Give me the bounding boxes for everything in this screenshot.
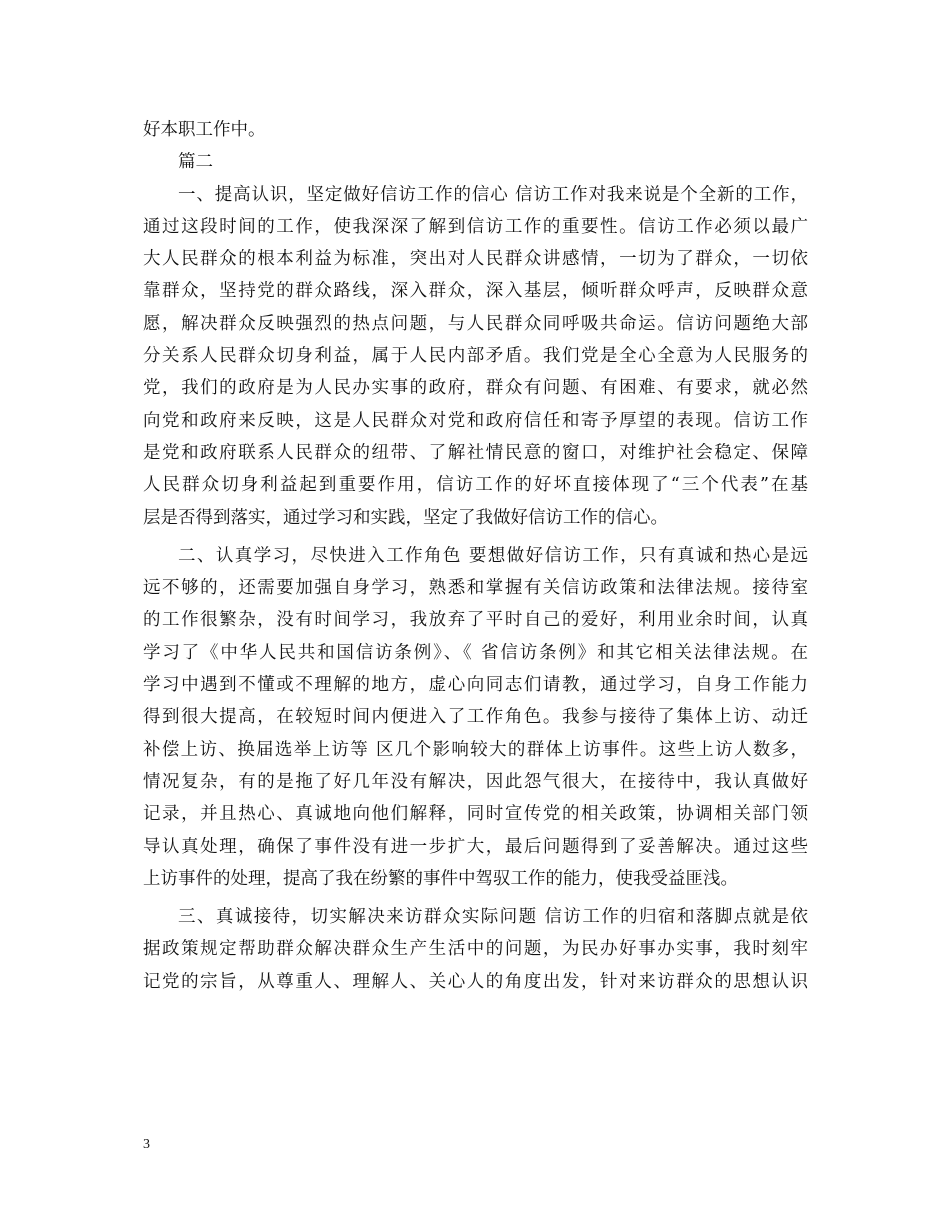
paragraph-line: 向党和政府来反映，这是人民群众对党和政府信任和寄予厚望的表现。信访工作 — [143, 410, 808, 431]
paragraph-line: 是党和政府联系人民群众的纽带、了解社情民意的窗口，对维护社会稳定、保障 — [143, 442, 808, 463]
paragraph-line: 记党的宗旨，从尊重人、理解人、关心人的角度出发，针对来访群众的思想认识 — [143, 971, 808, 992]
paragraph-line: 得到很大提高，在较短时间内便进入了工作角色。我参与接待了集体上访、动迁 — [143, 707, 808, 728]
paragraph-line: 愿，解决群众反映强烈的热点问题，与人民群众同呼吸共命运。信访问题绝大部 — [143, 313, 808, 334]
paragraph-line: 党，我们的政府是为人民办实事的政府，群众有问题、有困难、有要求，就必然 — [143, 378, 808, 399]
section-heading: 篇二 — [178, 152, 213, 173]
paragraph-line: 远不够的，还需要加强自身学习，熟悉和掌握有关信访政策和法律法规。接待室 — [143, 578, 808, 599]
paragraph-line: 分关系人民群众切身利益，属于人民内部矛盾。我们党是全心全意为人民服务的 — [143, 346, 808, 367]
paragraph-line: 大人民群众的根本利益为标准，突出对人民群众讲感情，一切为了群众，一切依 — [143, 249, 808, 270]
paragraph-last-line: 上访事件的处理，提高了我在纷繁的事件中驾驭工作的能力，使我受益匪浅。 — [143, 868, 738, 889]
paragraph-line: 的工作很繁杂，没有时间学习，我放弃了平时自己的爱好，利用业余时间，认真 — [143, 610, 808, 631]
paragraph-line: 记录，并且热心、真诚地向他们解释，同时宣传党的相关政策，协调相关部门领 — [143, 804, 808, 825]
document-body — [143, 114, 808, 998]
page-number: 3 — [143, 1137, 150, 1152]
paragraph-last-line: 层是否得到落实，通过学习和实践，坚定了我做好信访工作的信心。 — [143, 507, 668, 528]
paragraph-line: 情况复杂，有的是拖了好几年没有解决，因此怨气很大，在接待中，我认真做好 — [143, 771, 808, 792]
paragraph-line: 靠群众，坚持党的群众路线，深入群众，深入基层，倾听群众呼声，反映群众意 — [143, 281, 808, 302]
paragraph-continuation-line: 好本职工作中。 — [143, 120, 266, 140]
paragraph-line: 人民群众切身利益起到重要作用，信访工作的好坏直接体现了“三个代表”在基 — [143, 475, 808, 496]
paragraph-line: 学习了《中华人民共和国信访条例》、《 省信访条例》和其它相关法律法规。在 — [143, 642, 808, 663]
paragraph-line: 学习中遇到不懂或不理解的地方，虚心向同志们请教，通过学习，自身工作能力 — [143, 675, 808, 696]
paragraph-line: 一、提高认识，坚定做好信访工作的信心 信访工作对我来说是个全新的工作， — [178, 184, 808, 205]
paragraph-line: 补偿上访、换届选举上访等 区几个影响较大的群体上访事件。这些上访人数多， — [143, 739, 808, 760]
paragraph-line: 据政策规定帮助群众解决群众生产生活中的问题，为民办好事办实事，我时刻牢 — [143, 939, 808, 960]
paragraph-line: 导认真处理，确保了事件没有进一步扩大，最后问题得到了妥善解决。通过这些 — [143, 836, 808, 857]
paragraph-line: 二、认真学习，尽快进入工作角色 要想做好信访工作，只有真诚和热心是远 — [178, 545, 808, 566]
paragraph-line: 三、真诚接待，切实解决来访群众实际问题 信访工作的归宿和落脚点就是依 — [178, 907, 808, 928]
paragraph-line: 通过这段时间的工作，使我深深了解到信访工作的重要性。信访工作必须以最广 — [143, 216, 808, 237]
